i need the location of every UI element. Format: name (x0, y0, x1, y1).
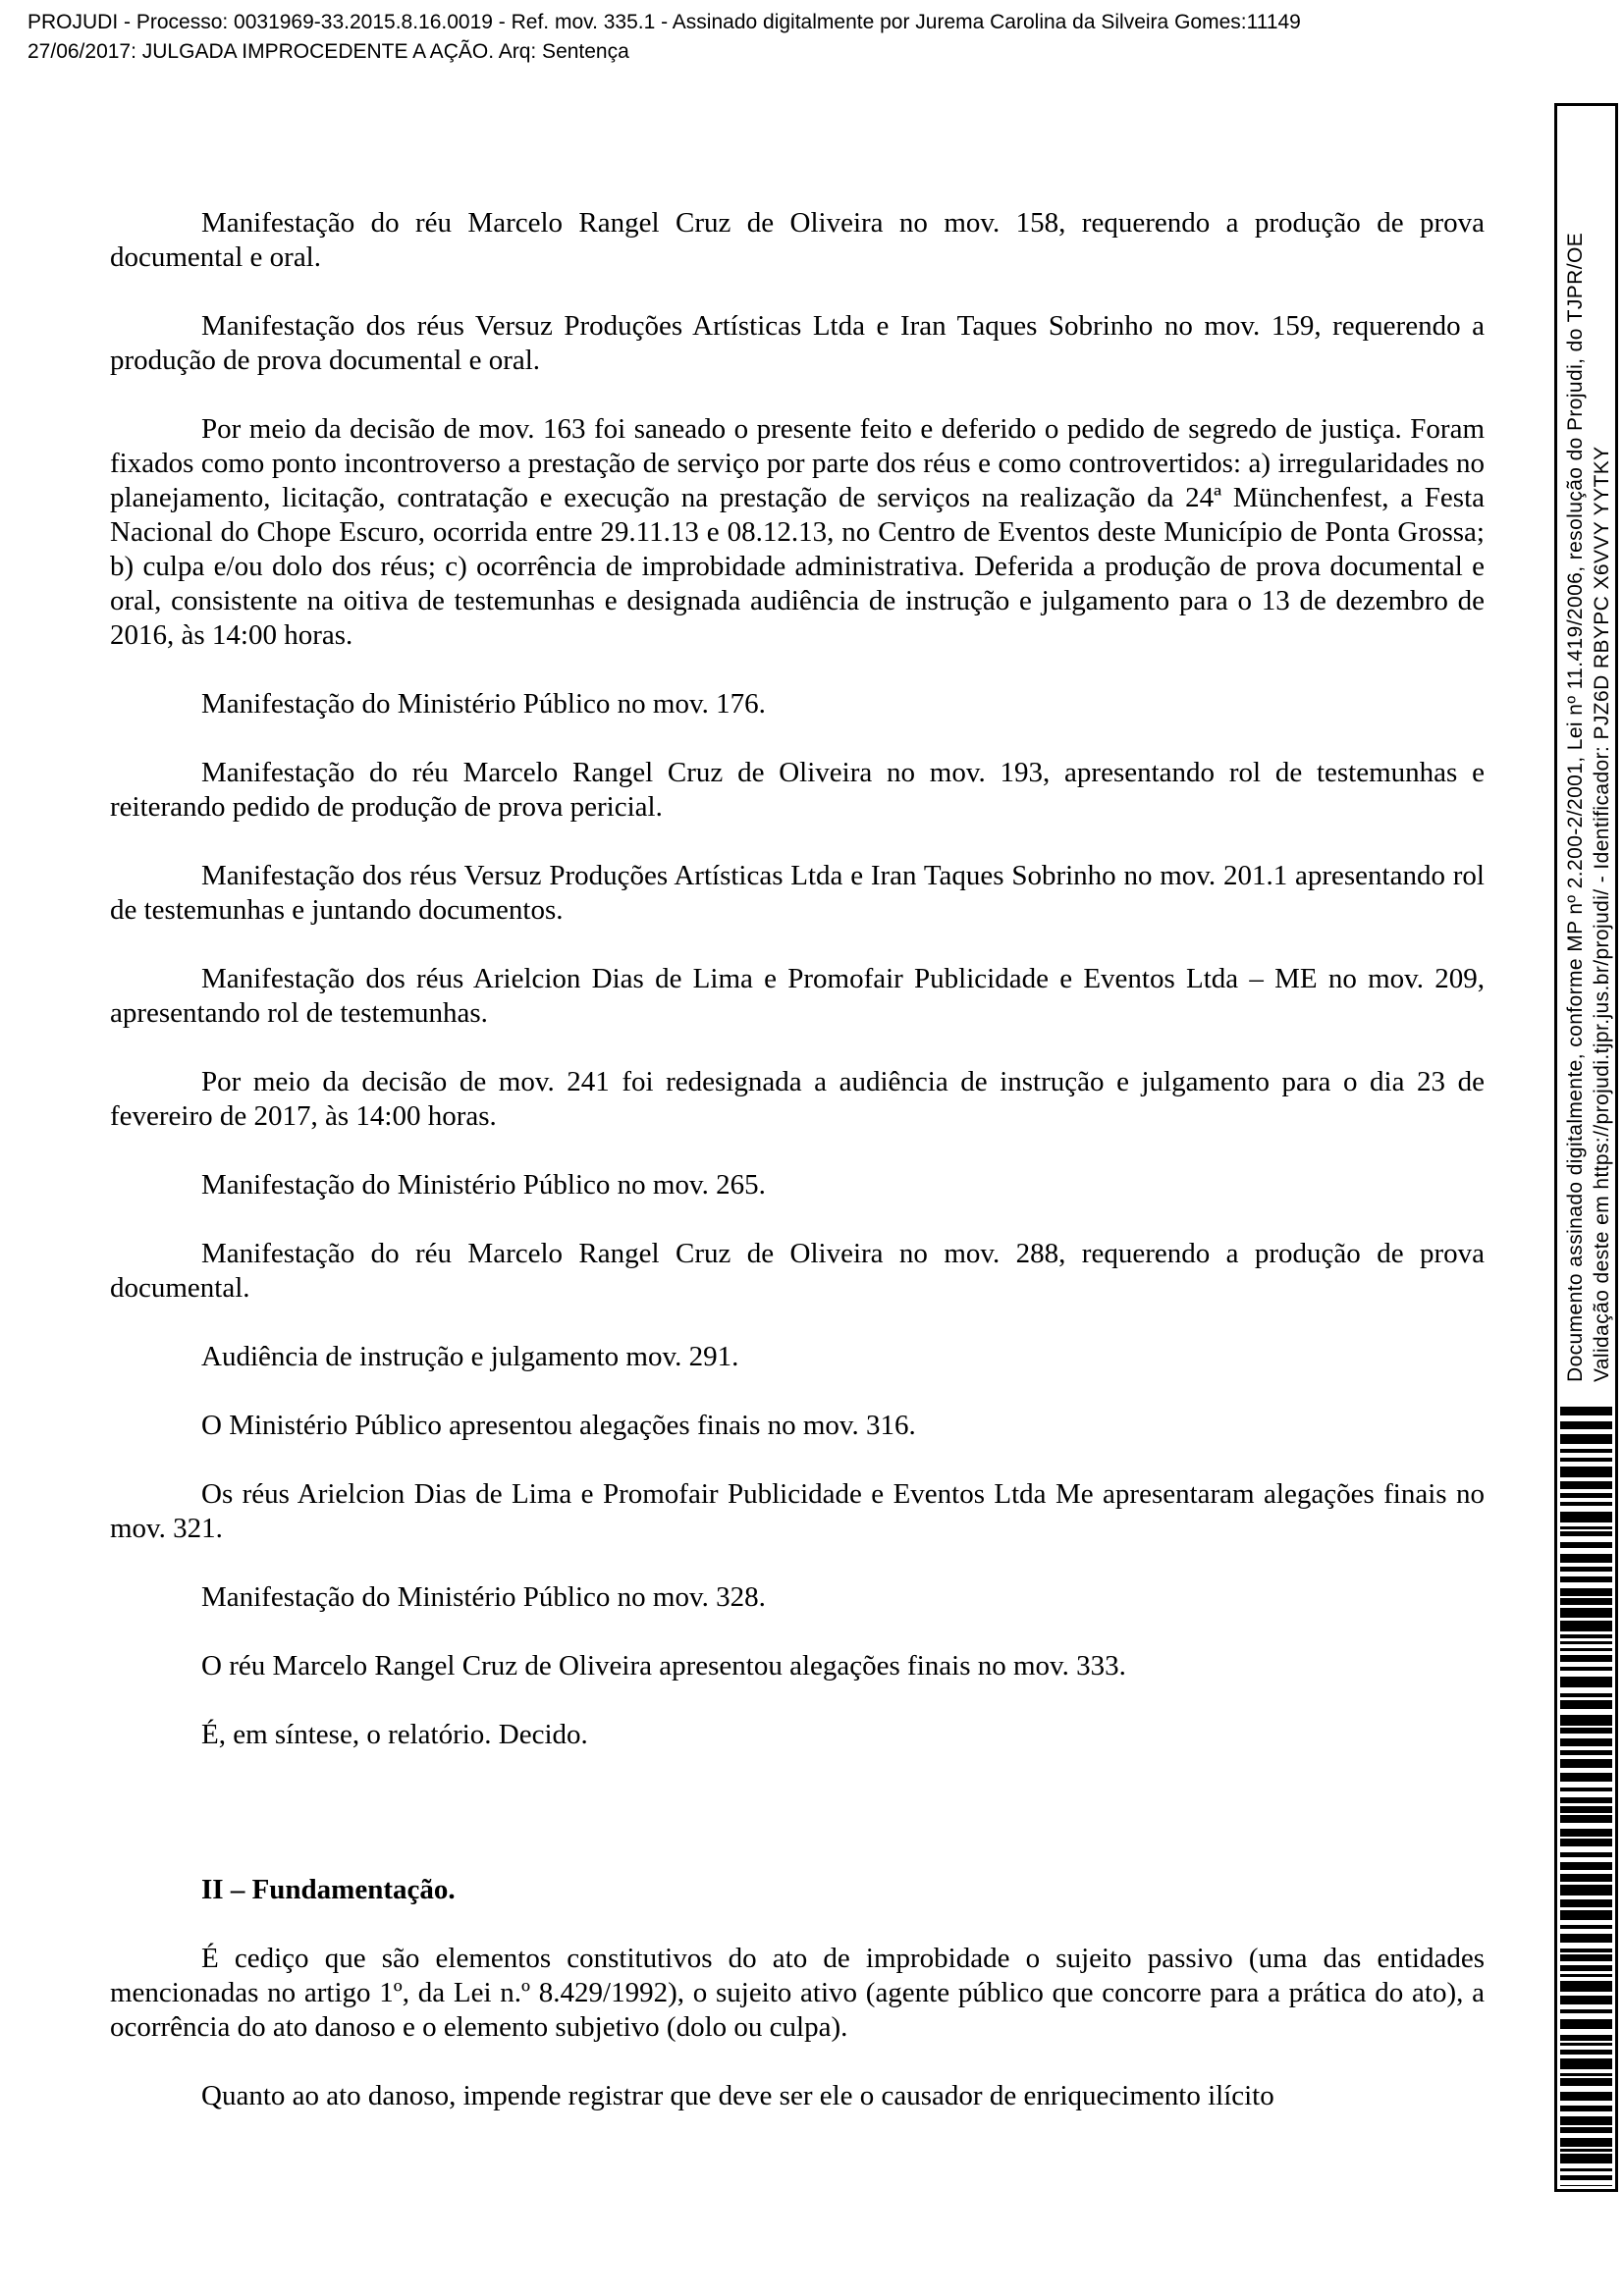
barcode-bar (1560, 1407, 1612, 1415)
body-paragraph: Manifestação dos réus Versuz Produções Artísticas Ltda e Iran Taques Sobrinho no mov. 159, requerendo a produção de prova documental e oral. (110, 310, 1485, 376)
barcode-bar (1560, 1434, 1612, 1444)
barcode-bar (1560, 1949, 1612, 1952)
body-paragraph: Manifestação dos réus Versuz Produções Artísticas Ltda e Iran Taques Sobrinho no mov. 201.1 apresentando rol de testemunhas e juntando documentos. (110, 860, 1485, 926)
barcode-bar (1560, 1493, 1612, 1498)
barcode-bar (1560, 1797, 1612, 1803)
signature-rotated-text (1562, 106, 1615, 1382)
section-heading-fundamentacao: II – Fundamentação. (201, 1874, 456, 1905)
body-paragraph: Manifestação do réu Marcelo Rangel Cruz de Oliveira no mov. 158, requerendo a produção de prova documental e oral. (110, 207, 1485, 273)
barcode-bar (1560, 2154, 1612, 2163)
body-paragraph: Manifestação do Ministério Público no mov. 265. (201, 1169, 766, 1201)
barcode-bar (1560, 1806, 1612, 1813)
barcode-bar (1560, 1598, 1612, 1605)
header-process-line: PROJUDI - Processo: 0031969-33.2015.8.16.0019 - Ref. mov. 335.1 - Assinado digitalmente por Jurema Carolina da Silveira Gomes:11149 (27, 11, 1301, 33)
body-paragraph: O réu Marcelo Rangel Cruz de Oliveira apresentou alegações finais no mov. 333. (201, 1650, 1126, 1682)
body-paragraph: É, em síntese, o relatório. Decido. (201, 1719, 588, 1750)
barcode-bar (1560, 1667, 1612, 1671)
barcode-bar (1560, 1502, 1612, 1506)
barcode-bar (1560, 1576, 1612, 1582)
body-paragraph: Quanto ao ato danoso, impende registrar que deve ser ele o causador de enriquecimento ilícito (201, 2080, 1274, 2111)
barcode-bar (1560, 1885, 1612, 1896)
barcode-bar (1560, 1862, 1612, 1870)
barcode-bar (1560, 2127, 1612, 2133)
barcode-bar (1560, 2078, 1612, 2086)
barcode-bar (1560, 1481, 1612, 1489)
body-paragraph: Manifestação do Ministério Público no mov. 176. (201, 688, 766, 720)
document-body (110, 206, 1485, 2148)
barcode-bar (1560, 2116, 1612, 2125)
barcode-bar (1560, 2175, 1612, 2180)
barcode-bar (1560, 1829, 1612, 1837)
barcode (1560, 1407, 1612, 2186)
body-paragraph: Audiência de instrução e julgamento mov. 291. (201, 1341, 739, 1372)
barcode-bar (1560, 1608, 1612, 1618)
barcode-bar (1560, 2073, 1612, 2076)
barcode-bar (1560, 1677, 1612, 1687)
barcode-bar (1560, 2035, 1612, 2041)
barcode-bar (1560, 1773, 1612, 1782)
barcode-bar (1560, 1512, 1612, 1522)
barcode-bar (1560, 1750, 1612, 1755)
projudi-header (27, 8, 1481, 67)
barcode-bar (1560, 1910, 1612, 1920)
barcode-bar (1560, 2149, 1612, 2152)
body-paragraph: Manifestação do Ministério Público no mov. 328. (201, 1581, 766, 1613)
body-paragraph: Manifestação do réu Marcelo Rangel Cruz de Oliveira no mov. 288, requerendo a produção de prova documental. (110, 1238, 1485, 1304)
barcode-bar (1560, 1700, 1612, 1709)
barcode-bar (1560, 2043, 1612, 2046)
barcode-bar (1560, 1815, 1612, 1823)
barcode-bar (1560, 2050, 1612, 2055)
body-paragraph: Os réus Arielcion Dias de Lima e Promofair Publicidade e Eventos Ltda Me apresentaram alegações finais no mov. 321. (110, 1478, 1485, 1544)
barcode-bar (1560, 1531, 1612, 1536)
barcode-bar (1560, 1526, 1612, 1529)
barcode-bar (1560, 2138, 1612, 2147)
body-paragraph: Por meio da decisão de mov. 241 foi redesignada a audiência de instrução e julgamento para o dia 23 de fevereiro de 2017, às 14:00 horas. (110, 1066, 1485, 1132)
body-paragraph: É cediço que são elementos constitutivos do ato de improbidade o sujeito passivo (uma das entidades mencionadas no artigo 1º, da Lei n.º 8.429/1992), o sujeito ativo (agente público que concorre para a prática do ato), a ocorrência do ato danoso e o elemento subjetivo (dolo ou culpa). (110, 1943, 1485, 2043)
barcode-bar (1560, 1899, 1612, 1907)
barcode-bar (1560, 1567, 1612, 1572)
barcode-bar (1560, 1925, 1612, 1929)
signature-sidebar (1554, 103, 1618, 2192)
barcode-bar (1560, 1693, 1612, 1697)
barcode-bar (1560, 1759, 1612, 1768)
barcode-bar (1560, 1874, 1612, 1882)
barcode-bar (1560, 1641, 1612, 1644)
signature-statement-line: Documento assinado digitalmente, conforme MP nº 2.200-2/2001, Lei nº 11.419/2006, resolução do Projudi, do TJPR/OE (1564, 232, 1587, 1382)
body-paragraph: O Ministério Público apresentou alegações finais no mov. 316. (201, 1410, 916, 1441)
barcode-bar (1560, 1738, 1612, 1746)
barcode-bar (1560, 2058, 1612, 2069)
barcode-bar (1560, 2092, 1612, 2101)
body-paragraph: Manifestação do réu Marcelo Rangel Cruz de Oliveira no mov. 193, apresentando rol de testemunhas e reiterando pedido de produção de prova pericial. (110, 757, 1485, 823)
barcode-bar (1560, 2009, 1612, 2013)
barcode-bar (1560, 1965, 1612, 1971)
barcode-bar (1560, 1954, 1612, 1961)
barcode-bar (1560, 1852, 1612, 1857)
barcode-bar (1560, 1554, 1612, 1563)
barcode-bar (1560, 1621, 1612, 1631)
barcode-bar (1560, 1449, 1612, 1453)
barcode-bar (1560, 1467, 1612, 1477)
barcode-bar (1560, 1934, 1612, 1943)
barcode-bar (1560, 1648, 1612, 1651)
barcode-bar (1560, 1588, 1612, 1596)
barcode-bar (1560, 2019, 1612, 2029)
signature-validation-line: Validação deste em https://projudi.tjpr.jus.br/projudi/ - Identificador: PJZ6D RBYPC X6VVY YYTKY (1591, 446, 1613, 1382)
barcode-bar (1560, 1839, 1612, 1846)
barcode-bar (1560, 2185, 1612, 2186)
barcode-bar (1560, 1634, 1612, 1638)
barcode-bar (1560, 2168, 1612, 2171)
barcode-bar (1560, 1728, 1612, 1734)
body-paragraph: Por meio da decisão de mov. 163 foi saneado o presente feito e deferido o pedido de segredo de justiça. Foram fixados como ponto incontroverso a prestação de serviço por parte dos réus e como controvertidos: a) irregularidades no planejamento, licitação, contratação e execução na prestação de serviços na realização da 24ª Münchenfest, a Festa Nacional do Chope Escuro, ocorrida entre 29.11.13 e 08.12.13, no Centro de Eventos deste Município de Ponta Grossa; b) culpa e/ou dolo dos réus; c) ocorrência de improbidade administrativa. Deferida a produção de prova documental e oral, consistente na oitiva de testemunhas e designada audiência de instrução e julgamento para o 13 de dezembro de 2016, às 14:00 horas. (110, 413, 1485, 651)
barcode-bar (1560, 1458, 1612, 1462)
barcode-bar (1560, 1974, 1612, 1977)
barcode-bar (1560, 1996, 1612, 2004)
barcode-bar (1560, 1788, 1612, 1791)
barcode-bar (1560, 1542, 1612, 1548)
barcode-bar (1560, 1421, 1612, 1429)
barcode-bar (1560, 1981, 1612, 1992)
barcode-bar (1560, 1655, 1612, 1662)
header-status-line: 27/06/2017: JULGADA IMPROCEDENTE A AÇÃO. Arq: Sentença (27, 40, 629, 63)
body-paragraph: Manifestação dos réus Arielcion Dias de Lima e Promofair Publicidade e Eventos Ltda – ME no mov. 209, apresentando rol de testemunhas. (110, 963, 1485, 1029)
barcode-bar (1560, 1715, 1612, 1726)
barcode-bar (1560, 2106, 1612, 2111)
